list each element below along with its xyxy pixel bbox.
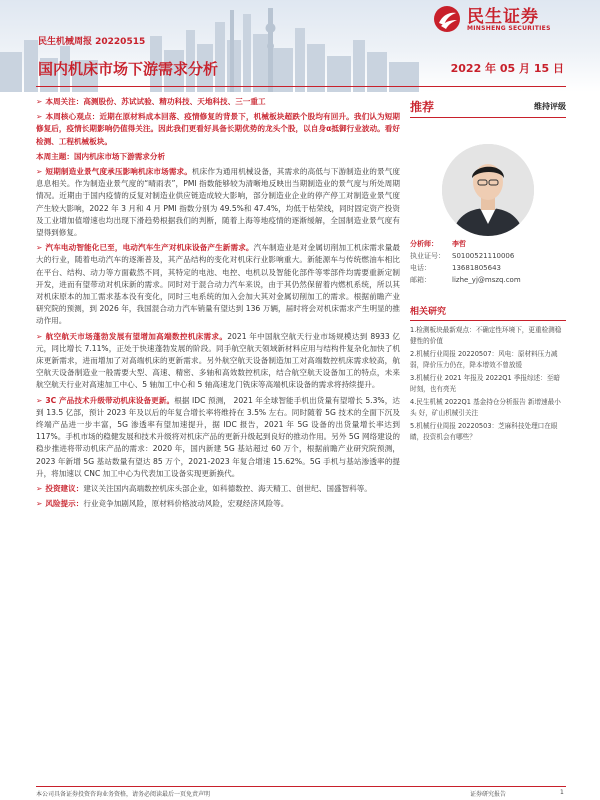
logo-mark-icon (433, 4, 461, 34)
related-link[interactable]: 2.机械行业周报 20220507：风电：原材料压力减弱，降价压力仍在，降本增效不曾放缓 (410, 350, 558, 369)
main-content (36, 96, 400, 514)
section-heading: 短期制造业景气度承压影响机床市场需求。 (45, 167, 192, 177)
phone-value: 13681805643 (452, 264, 501, 272)
analyst-row-email (410, 274, 566, 286)
theme-paragraph (36, 151, 400, 163)
bullet-icon: ➢ (36, 97, 43, 106)
rating-label: 维持评级 (534, 102, 566, 111)
email-label: 邮箱： (410, 276, 431, 284)
section-3c (36, 395, 400, 480)
related-link[interactable]: 5.机械行业周报 20220503：芝麻科技处理口在眼睛，投资机会有哪些？ (410, 422, 558, 441)
header-banner (0, 0, 600, 92)
section-heading: 航空航天市场蓬勃发展有望增加高端数控机床需求。 (45, 331, 228, 341)
section-body: 行业竞争加剧风险，原材料价格波动风险，宏观经济风险等。 (83, 499, 289, 509)
analyst-photo (442, 144, 534, 236)
focus-paragraph (36, 96, 400, 108)
report-title: 国内机床市场下游需求分析 (38, 60, 219, 78)
sidebar (410, 96, 566, 441)
section-manufacturing (36, 166, 400, 239)
related-link[interactable]: 4.民生机械 2022Q1 基金持仓分析报告 新增速最小头 好，矿山机械引关注 (410, 398, 561, 417)
core-view-text: 近期在原材料成本回落、疫情修复的背景下，机械板块超跌个股均有回升。我们认为短期修复后，疫情长期影响仍值得关注。因此我们更看好具备长期优势的龙头个股，以自身α抵御行业波动。看好检测、工程机械板块。 (36, 112, 401, 146)
footer-disclaimer: 本公司具备证券投资咨询业务资格，请务必阅读最后一页免责声明 (36, 791, 211, 798)
minsheng-logo (433, 2, 583, 40)
core-view-label: 本周核心观点： (45, 112, 100, 122)
section-body: 根据 IDC 预测， 2021 年全球智能手机出货量有望增长 5.3%，达到 13.5 亿部，预计 2023 年及以后的年复合增长率将维持在 3.5% 左右。同时随着 5G 技术的全面下沉及终端产品进一步丰富，5G 渗透率有望加速提升，据 IDC 报告，2021 年 5G 设备的出货量增长率达到117%。手机市场的稳健发展和技术升级将对机床产品的更新升级起到良好的推动作用。另外 5G 网络建设的稳步推进将带动机床产品的需求：2020 年，国内新建 5G 基站超过 60 万个，根据前瞻产业研究院预测，2023 年新增 5G 基站数量有望达 85 万个，2021-2023 年复合增速 15.62%。5G 手机与基站渗透率的提升，将加速以 CNC 加工中心为代表加工设备实现更新换代。 (36, 395, 401, 478)
core-view-paragraph (36, 111, 400, 148)
analyst-row-phone (410, 262, 566, 274)
bullet-icon: ➢ (36, 395, 43, 405)
analyst-row-cert (410, 250, 566, 262)
report-date: 2022 年 05 月 15 日 (450, 62, 564, 75)
phone-label: 电话： (410, 264, 431, 272)
cert-label: 执业证号： (410, 252, 445, 260)
bullet-icon: ➢ (36, 243, 43, 253)
focus-label: 本周关注： (45, 97, 84, 106)
focus-text: 高测股份、苏试试验、精功科技、天地科技、三一重工 (83, 97, 266, 106)
section-body: 建议关注国内高端数控机床头部企业，如科德数控、海天精工、创世纪、国盛智科等。 (83, 484, 372, 494)
header-divider (36, 86, 566, 87)
section-risk (36, 498, 400, 510)
bullet-icon: ➢ (36, 112, 43, 122)
section-investment (36, 483, 400, 495)
section-heading: 风险提示： (45, 499, 84, 509)
page-number: 1 (560, 789, 564, 796)
section-auto (36, 242, 400, 327)
section-body: 机床作为通用机械设备，其需求的高低与下游制造业的景气度息息相关。作为制造业景气度的“晴雨表”，PMI 指数能够较为清晰地反映出当期制造业的景气度与所处周期情况。近期由于国内疫情的反复对制造业供应链造成较大影响，部分制造业企业的停产停工对制造业景气度产生较大影响，2022 年 3 月和 4 月 PMI 指数分别为 49.5%和 47.4%，均低于枯荣线，同时固定资产投资及工业增加值增速也均出现下滑趋势根据我们的判断，随着上海等地疫情的逐渐缓解，全国制造业景气度有望得到修复。 (36, 167, 400, 238)
logo-text-cn: 民生证券 (467, 7, 539, 27)
section-aerospace (36, 331, 400, 392)
bullet-icon: ➢ (36, 484, 43, 494)
section-body: 汽车制造业是对金属切削加工机床需求量最大的行业，随着电动汽车的逐渐普及，其产品结构的变化对机床行业影响重大。新能源车与传统燃油车相比在平台、结构、动力等方面截然不同，其特定的电池、电控、电机以及智能化部件等零部件均需要重新定制开发，进而有望带动对机床新的需求。同时对于混合动力汽车来说，由于其仍然保留着内燃机系统，所以其对机床原本的加工需求基本没有变化，同时三电系统的加入会加大其对金属切削加工的需求。根据前瞻产业研究院的预测，到 2026 年，我国混合动力汽车销量有望达到 136 万辆，届时将会对机床需求产生明显的推动作用。 (36, 243, 400, 326)
related-link[interactable]: 3.机械行业 2021 年报及 2022Q1 季报综述：至暗时刻，也有亮光 (410, 374, 560, 393)
analyst-label: 分析师： (410, 240, 438, 248)
footer-divider (36, 786, 566, 787)
theme-label: 本周主题： (36, 151, 74, 161)
related-research (410, 304, 566, 445)
bullet-icon: ➢ (36, 167, 43, 177)
recommend-label: 推荐 (410, 100, 435, 114)
related-title: 相关研究 (410, 304, 566, 321)
section-heading: 3C 产品技术升级带动机床设备更新。 (45, 395, 175, 405)
section-heading: 投资建议： (45, 484, 84, 494)
theme-text: 国内机床市场下游需求分析 (73, 151, 166, 161)
analyst-info (410, 238, 566, 286)
report-series: 民生机械周报 20220515 (38, 37, 146, 47)
email-value[interactable]: lizhe_yj@mszq.com (452, 276, 521, 284)
logo-text-en: MINSHENG SECURITIES (467, 25, 551, 32)
footer-report-type: 证券研究报告 (470, 791, 507, 798)
section-body: 2021 年中国航空航天行业市场规模达到 8933 亿元，同比增长 7.11%，正处于快速蓬勃发展的阶段。同手航空航天领域新材料应用与结构件复杂化加快了机床更新需求，进而增加了对高端机床的更新需求。另外航空航天设备制造加工对高端数控机床需求较高，航空航天设备制造业一般需要大型、高速、精密、多轴和高效数控机床，结合航空航天设备加工的特点，未来航空航天行业对高速加工中心、5 轴加工中心和 5 轴高速龙门铣床等高端机床设备的需求将持续提升。 (36, 331, 401, 390)
bullet-icon: ➢ (36, 331, 43, 341)
analyst-avatar-icon (442, 144, 534, 236)
rating-header (410, 96, 566, 118)
bullet-icon: ➢ (36, 499, 43, 509)
analyst-row-name (410, 238, 566, 250)
section-heading: 汽车电动智能化已至，电动汽车生产对机床设备产生新需求。 (45, 243, 254, 253)
related-link[interactable]: 1.检测板块最新观点：不确定性环境下，更重检测稳健性的价值 (410, 326, 562, 345)
analyst-name: 李哲 (452, 240, 466, 248)
cert-value: S0100521110006 (452, 252, 515, 260)
